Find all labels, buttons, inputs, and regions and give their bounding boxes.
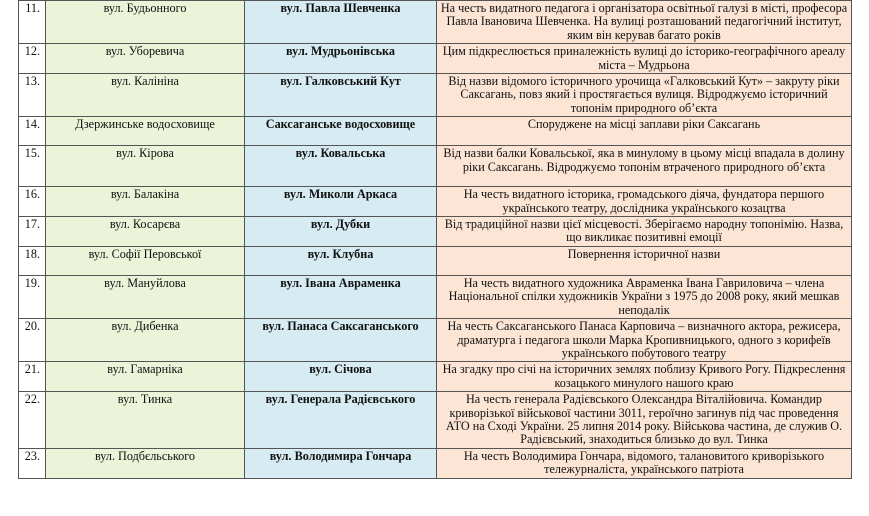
rationale: На честь Саксаганського Панаса Карповича – визначного актора, режисера, драматурга і педагога школи Марка Кропивницького, одного з корифеїв українського побутового театру [437,319,852,362]
rationale: Від назви відомого історичного урочища «Галковський Кут» – закруту ріки Саксагань, повз який і простягається вулиця. Відроджуємо історичний топонім природного об’єкта [437,74,852,117]
table-row [19,217,852,247]
old-name: вул. Косарєва [46,217,245,247]
new-name: вул. Мудрьонівська [245,44,437,74]
table-row [19,187,852,217]
table-row [19,74,852,117]
rationale: Цим підкреслюється приналежність вулиці до історико-географічного ареалу міста – Мудрьона [437,44,852,74]
new-name: вул. Дубки [245,217,437,247]
old-name: вул. Гамарніка [46,362,245,392]
rationale: На честь видатного педагога і організатора освітньої галузі в місті, професора Павла Івановича Шевченка. На вулиці розташований педагогічний інститут, яким він керував багато років [437,1,852,44]
table-row [19,319,852,362]
rationale: На честь видатного історика, громадського діяча, фундатора першого українського театру, дослідника українського козацтва [437,187,852,217]
old-name: вул. Софії Перовської [46,246,245,275]
table-row [19,1,852,44]
row-number: 14. [19,117,46,146]
new-name: вул. Володимира Гончара [245,448,437,478]
old-name: вул. Подбєльського [46,448,245,478]
table-row [19,44,852,74]
row-number: 11. [19,1,46,44]
row-number: 15. [19,146,46,187]
table-row [19,117,852,146]
new-name: вул. Павла Шевченка [245,1,437,44]
new-name: вул. Панаса Саксаганського [245,319,437,362]
new-name: вул. Галковський Кут [245,74,437,117]
rationale: Від традиційної назви цієї місцевості. Зберігаємо народну топонімію. Назва, що викликає позитивні емоції [437,217,852,247]
rationale: На честь генерала Радієвського Олександра Віталійовича. Командир криворізької військової частини 3011, героїчно загинув під час проведення АТО на Сході України. 25 липня 2014 року. Військова частина, де служив О. Радієвський, знаходиться близько до вул. Тинка [437,392,852,449]
table-row [19,448,852,478]
table-row [19,246,852,275]
old-name: вул. Мануйлова [46,275,245,318]
new-name: вул. Клубна [245,246,437,275]
old-name: вул. Уборевича [46,44,245,74]
rationale: Повернення історичної назви [437,246,852,275]
new-name: Саксаганське водосховище [245,117,437,146]
old-name: вул. Кірова [46,146,245,187]
new-name: вул. Івана Авраменка [245,275,437,318]
street-renaming-table [18,0,852,479]
rationale: На згадку про січі на історичних землях поблизу Кривого Рогу. Підкреслення козацького минулого нашого краю [437,362,852,392]
old-name: Дзержинське водосховище [46,117,245,146]
new-name: вул. Ковальська [245,146,437,187]
table-row [19,392,852,449]
rationale: На честь видатного художника Авраменка Івана Гавриловича – члена Національної спілки художників України з 1975 до 2008 року, який мешкав неподалік [437,275,852,318]
row-number: 17. [19,217,46,247]
old-name: вул. Будьонного [46,1,245,44]
row-number: 19. [19,275,46,318]
row-number: 22. [19,392,46,449]
row-number: 20. [19,319,46,362]
rationale: На честь Володимира Гончара, відомого, талановитого криворізького тележурналіста, українського патріота [437,448,852,478]
new-name: вул. Генерала Радієвського [245,392,437,449]
table-row [19,275,852,318]
rationale: Споруджене на місці заплави ріки Саксагань [437,117,852,146]
row-number: 23. [19,448,46,478]
old-name: вул. Балакіна [46,187,245,217]
table-row [19,146,852,187]
renaming-table-page [18,0,851,479]
table-row [19,362,852,392]
row-number: 13. [19,74,46,117]
rationale: Від назви балки Ковальської, яка в минулому в цьому місці впадала в долину ріки Саксагань. Відроджуємо топонім втраченого природного об’єкта [437,146,852,187]
row-number: 12. [19,44,46,74]
row-number: 18. [19,246,46,275]
old-name: вул. Дибенка [46,319,245,362]
old-name: вул. Калініна [46,74,245,117]
new-name: вул. Миколи Аркаса [245,187,437,217]
old-name: вул. Тинка [46,392,245,449]
row-number: 21. [19,362,46,392]
row-number: 16. [19,187,46,217]
new-name: вул. Січова [245,362,437,392]
